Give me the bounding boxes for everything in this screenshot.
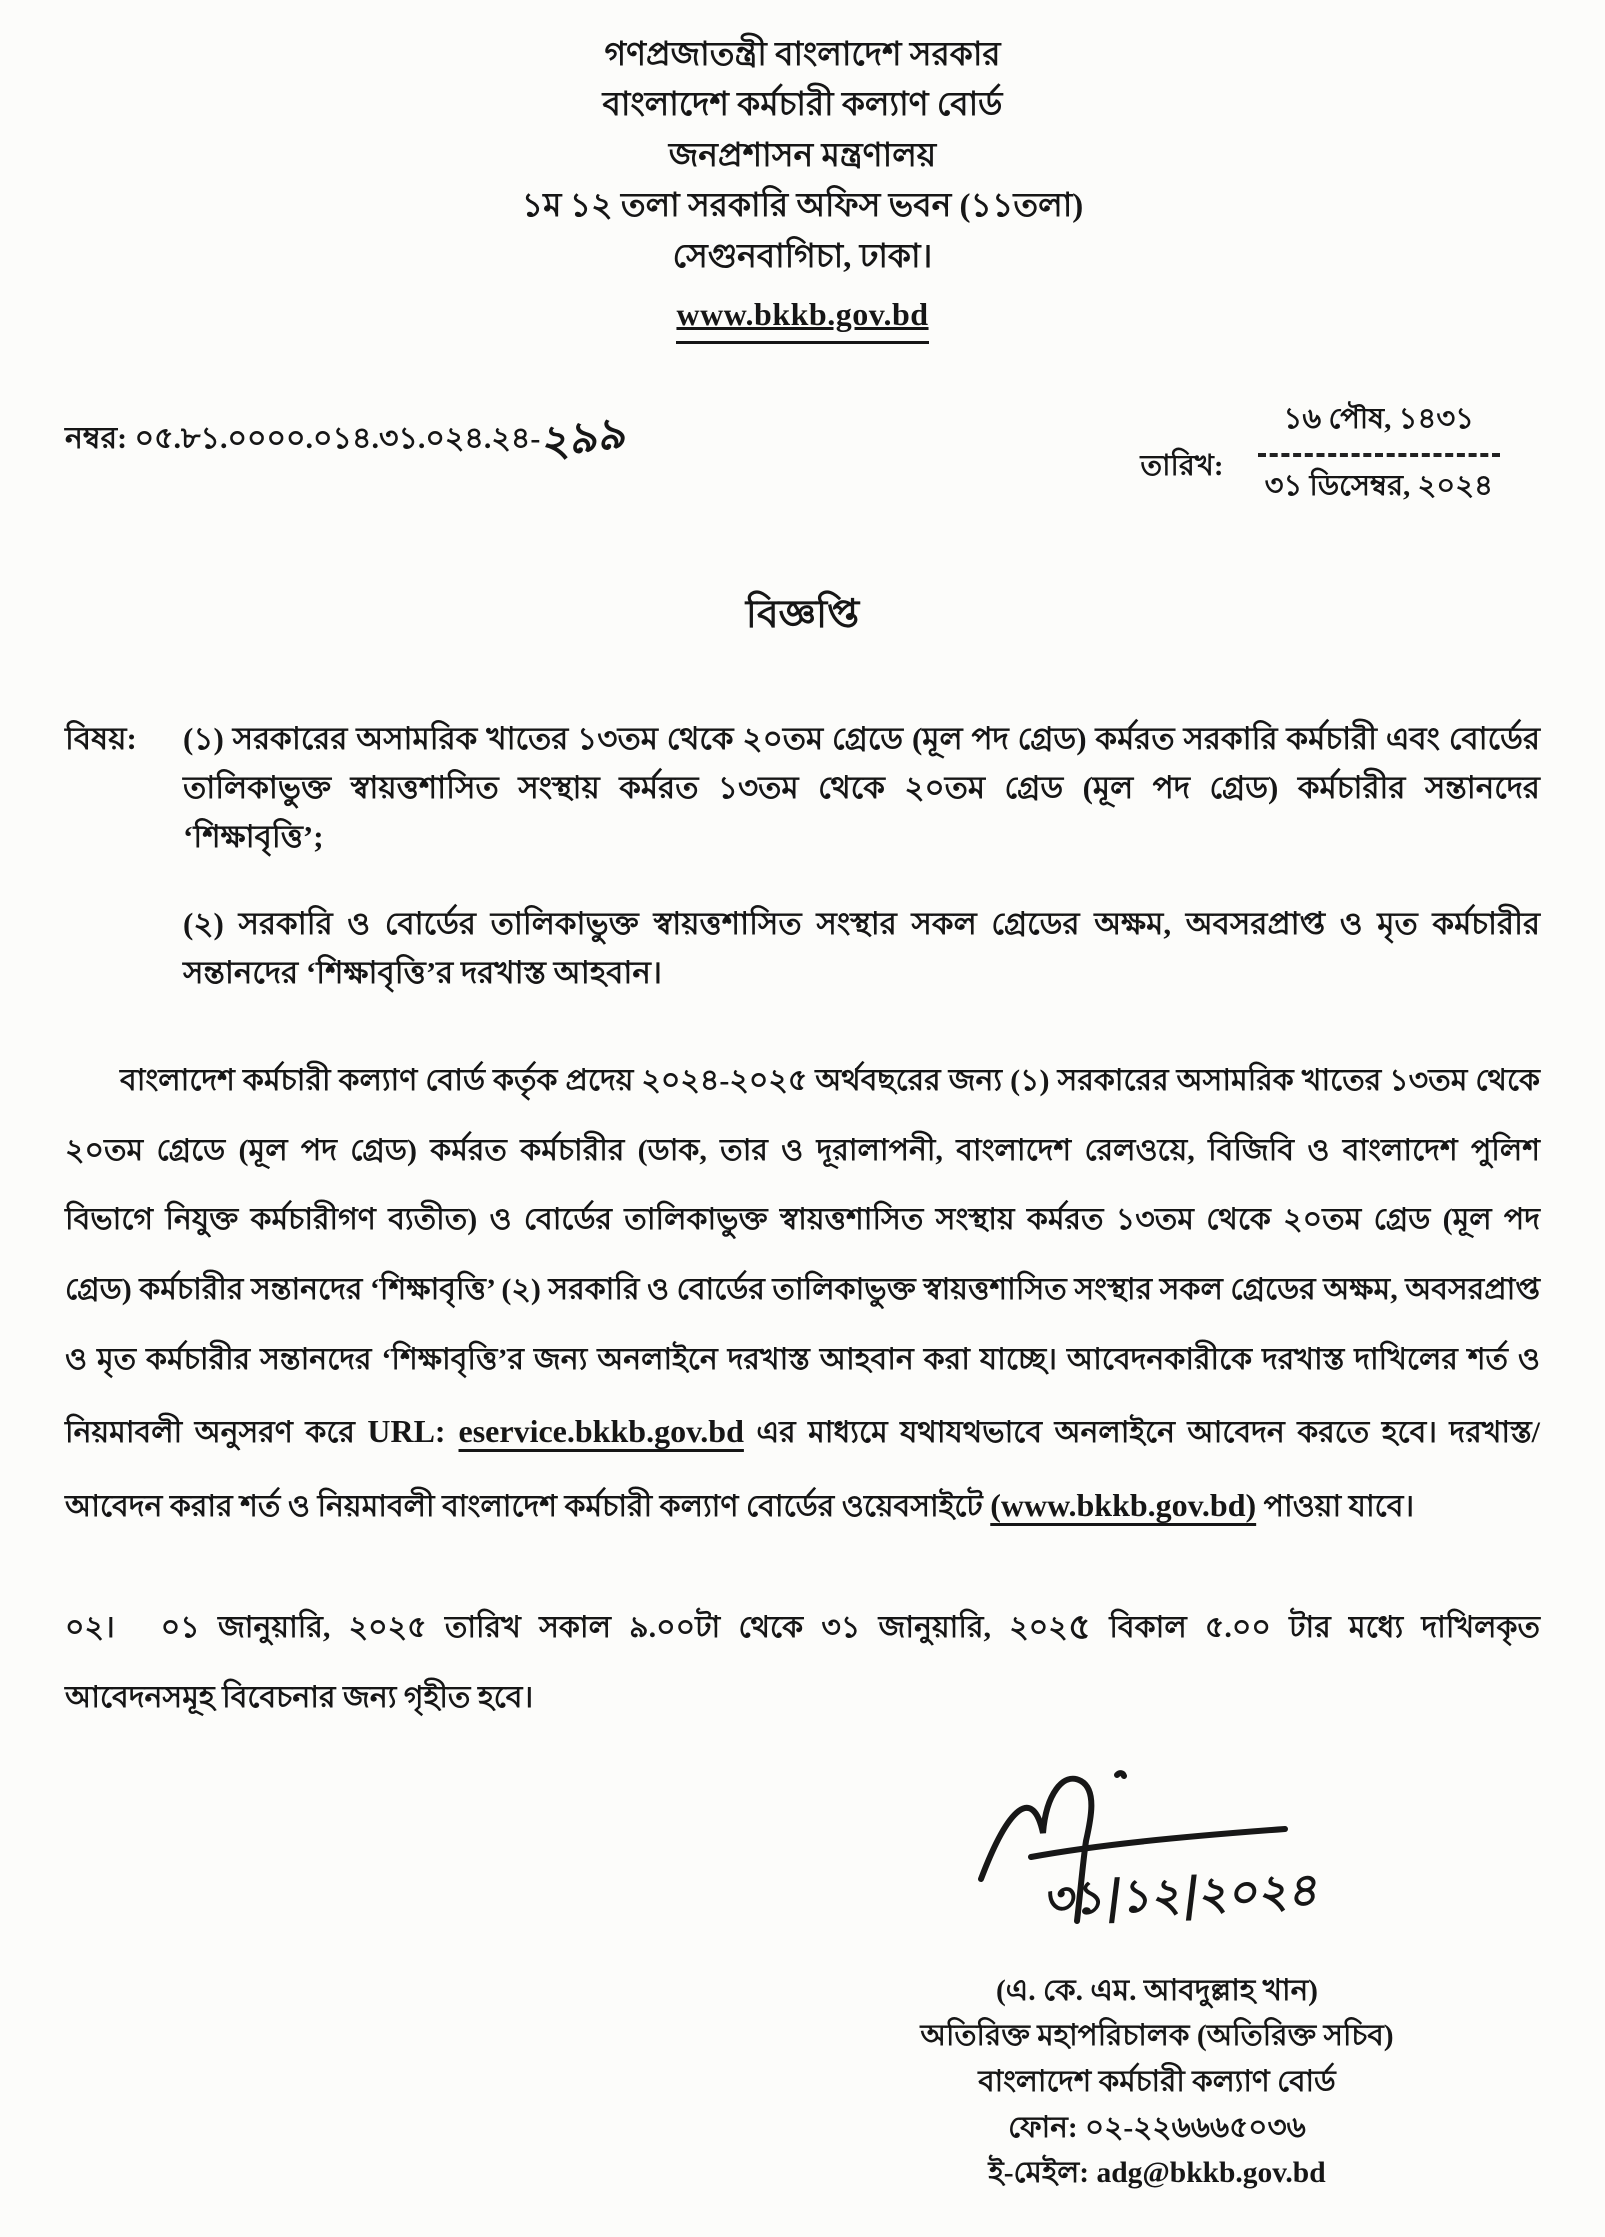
date-bangla: ১৬ পৌষ, ১৪৩১ — [1283, 403, 1474, 436]
memo-number-label: নম্বর: — [65, 422, 128, 456]
address-line-1: ১ম ১২ তলা সরকারি অফিস ভবন (১১তলা) — [521, 188, 1084, 225]
signature-handwritten-date: ৩১|১২|২০২৪ — [1043, 1861, 1324, 1926]
para2-text-b: বিকাল ৫.০০ টার মধ্যে দাখিলকৃত আবেদনসমূহ বিবেচনার জন্য গৃহীত হবে। — [65, 1610, 1541, 1715]
signatory-name: (এ. কে. এম. আবদুল্লাহ খান) — [995, 1974, 1319, 2007]
subject-label: বিষয়: — [65, 721, 137, 757]
address-line-2: সেগুনবাগিচা, ঢাকা। — [672, 238, 933, 275]
document-header — [65, 30, 1540, 344]
reference-row — [65, 396, 1540, 512]
header-website-line — [65, 290, 1540, 344]
pen-corrected-digit: ৫ — [1064, 1605, 1095, 1650]
url-label: URL: — [367, 1413, 459, 1450]
signatory-email-line — [792, 2151, 1522, 2197]
email-address: adg@bkkb.gov.bd — [1096, 2157, 1326, 2190]
notice-title: বিজ্ঞপ্তি — [745, 593, 860, 637]
para1-text-mid: এর মাধ্যমে যথাযথভাবে অনলাইনে আবেদন করতে হবে। দরখাস্ত/আবেদন করার শর্ত ও নিয়মাবলী বাংলাদেশ কর্মচারী কল্যাণ বোর্ডের ওয়েবসাইটে — [65, 1416, 1540, 1524]
subject-item-1: (১) সরকারের অসামরিক খাতের ১৩তম থেকে ২০তম গ্রেডে (মূল পদ গ্রেড) কর্মরত সরকারি কর্মচারী এবং বোর্ডের তালিকাভুক্ত স্বায়ত্তশাসিত সংস্থায় কর্মরত ১৩তম থেকে ২০তম গ্রেড (মূল পদ গ্রেড) কর্মচারীর সন্তানদের ‘শিক্ষাবৃত্তি’; — [183, 721, 1540, 855]
signatory-organization: বাংলাদেশ কর্মচারী কল্যাণ বোর্ড — [978, 2065, 1336, 2098]
signature-art — [792, 1761, 1522, 1969]
date-dashed-separator — [1258, 453, 1500, 457]
board-name: বাংলাদেশ কর্মচারী কল্যাণ বোর্ড — [602, 87, 1003, 124]
subject-items — [183, 715, 1540, 998]
memo-number-value: ০৫.৮১.০০০০.০১৪.৩১.০২৪.২৪- — [127, 422, 541, 456]
para2-text-a: ০১ জানুয়ারি, ২০২৫ তারিখ সকাল ৯.০০টা থেকে ৩১ জানুয়ারি, ২০২ — [160, 1610, 1068, 1644]
signatory-phone: ফোন: ০২-২২৬৬৬৫০৩৬ — [1008, 2111, 1306, 2144]
email-label: ই-মেইল: — [988, 2157, 1097, 2190]
para2-number: ০২। — [65, 1610, 115, 1644]
para1-text-end: পাওয়া যাবে। — [1256, 1490, 1415, 1524]
eservice-url: eservice.bkkb.gov.bd — [458, 1413, 744, 1450]
ministry-name: জনপ্রশাসন মন্ত্রণালয় — [668, 137, 937, 174]
signatory-designation: অতিরিক্ত মহাপরিচালক (অতিরিক্ত সচিব) — [920, 2020, 1394, 2053]
para1-text-pre: বাংলাদেশ কর্মচারী কল্যাণ বোর্ড কর্তৃক প্রদেয় ২০২৪-২০২৫ অর্থবছরের জন্য (১) সরকারের অসামরিক খাতের ১৩তম থেকে ২০তম গ্রেডে (মূল পদ গ্রেড) কর্মরত কর্মচারীর (ডাক, তার ও দূরালাপনী, বাংলাদেশ রেলওয়ে, বিজিবি ও বাংলাদেশ পুলিশ বিভাগে নিযুক্ত কর্মচারীগণ ব্যতীত) ও বোর্ডের তালিকাভুক্ত স্বায়ত্তশাসিত সংস্থায় কর্মরত ১৩তম থেকে ২০তম গ্রেড (মূল পদ গ্রেড) কর্মচারীর সন্তানদের ‘শিক্ষাবৃত্তি’ (২) সরকারি ও বোর্ডের তালিকাভুক্ত স্বায়ত্তশাসিত সংস্থার সকল গ্রেডের অক্ষম, অবসরপ্রাপ্ত ও মৃত কর্মচারীর সন্তানদের ‘শিক্ষাবৃত্তি’র জন্য অনলাইনে দরখাস্ত আহবান করা যাচ্ছে। আবেদনকারীকে দরখাস্ত দাখিলের শর্ত ও নিয়মাবলী অনুসরণ করে — [65, 1064, 1540, 1450]
date-gregorian: ৩১ ডিসেম্বর, ২০২৪ — [1264, 470, 1493, 503]
body-paragraph-1 — [65, 1046, 1540, 1542]
header-website-url: www.bkkb.gov.bd — [676, 290, 928, 344]
date-stack — [1258, 396, 1500, 512]
signature-block — [792, 1761, 1522, 2198]
memo-number-handwritten: ২৯৯ — [542, 406, 629, 469]
subject-item-2: (২) সরকারি ও বোর্ডের তালিকাভুক্ত স্বায়ত্তশাসিত সংস্থার সকল গ্রেডের অক্ষম, অবসরপ্রাপ্ত ও মৃত কর্মচারীর সন্তানদের ‘শিক্ষাবৃত্তি’র দরখাস্ত আহবান। — [183, 906, 1540, 991]
government-name: গণপ্রজাতন্ত্রী বাংলাদেশ সরকার — [604, 37, 1001, 73]
website-reference: (www.bkkb.gov.bd) — [990, 1487, 1257, 1524]
memo-date-block — [1140, 396, 1500, 512]
date-label: তারিখ: — [1140, 449, 1224, 482]
body-paragraph-2 — [65, 1589, 1540, 1731]
subject-section — [65, 715, 1540, 998]
memo-number — [65, 396, 629, 469]
